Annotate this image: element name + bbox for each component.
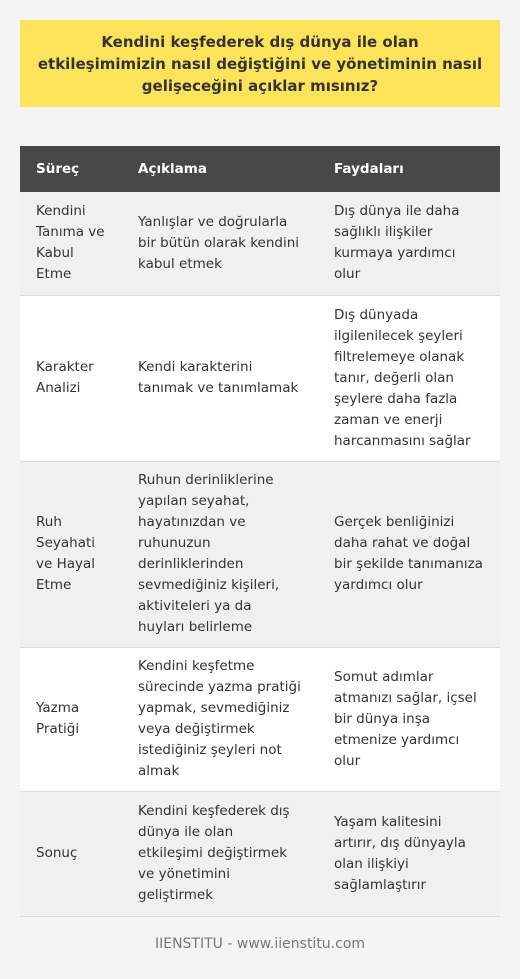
row-description: Ruhun derinliklerine yapılan seyahat, hayatınızdan ve ruhunuzun derinliklerinden sevmediğiniz kişileri, aktiviteleri ya da huyları belirleme (122, 461, 318, 647)
table-row (20, 461, 500, 647)
row-benefits: Gerçek benliğinizi daha rahat ve doğal bir şekilde tanımanıza yardımcı olur (318, 461, 500, 647)
question-banner (20, 20, 500, 107)
row-benefits: Dış dünya ile daha sağlıklı ilişkiler kurmaya yardımcı olur (318, 192, 500, 295)
table-row (20, 192, 500, 295)
table-header-row (20, 146, 500, 192)
row-benefits: Somut adımlar atmanızı sağlar, içsel bir dünya inşa etmenize yardımcı olur (318, 647, 500, 791)
row-description: Kendini keşfederek dış dünya ile olan etkileşimi değiştirmek ve yönetimini geliştirmek (122, 791, 318, 916)
row-description: Yanlışlar ve doğrularla bir bütün olarak kendini kabul etmek (122, 192, 318, 295)
row-process: Karakter Analizi (20, 295, 122, 461)
header-process: Süreç (20, 146, 122, 192)
table-row (20, 791, 500, 916)
row-process: Kendini Tanıma ve Kabul Etme (20, 192, 122, 295)
process-table (20, 146, 500, 917)
row-description: Kendini keşfetme sürecinde yazma pratiği yapmak, sevmediğiniz veya değiştirmek istediğiniz şeyleri not almak (122, 647, 318, 791)
table-row (20, 295, 500, 461)
row-process: Yazma Pratiği (20, 647, 122, 791)
header-benefits: Faydaları (318, 146, 500, 192)
footer-credit: IIENSTITU - www.iienstitu.com (154, 936, 366, 952)
row-process: Ruh Seyahati ve Hayal Etme (20, 461, 122, 647)
row-process: Sonuç (20, 791, 122, 916)
row-benefits: Yaşam kalitesini artırır, dış dünyayla olan ilişkiyi sağlamlaştırır (318, 791, 500, 916)
row-benefits: Dış dünyada ilgilenilecek şeyleri filtrelemeye olanak tanır, değerli olan şeylere daha fazla zaman ve enerji harcanmasını sağlar (318, 295, 500, 461)
row-description: Kendi karakterini tanımak ve tanımlamak (122, 295, 318, 461)
question-text: Kendini keşfederek dış dünya ile olan etkileşimimizin nasıl değiştiğini ve yönetiminin nasıl gelişeceğini açıklar mısınız? (37, 32, 483, 95)
header-description: Açıklama (122, 146, 318, 192)
table-row (20, 647, 500, 791)
